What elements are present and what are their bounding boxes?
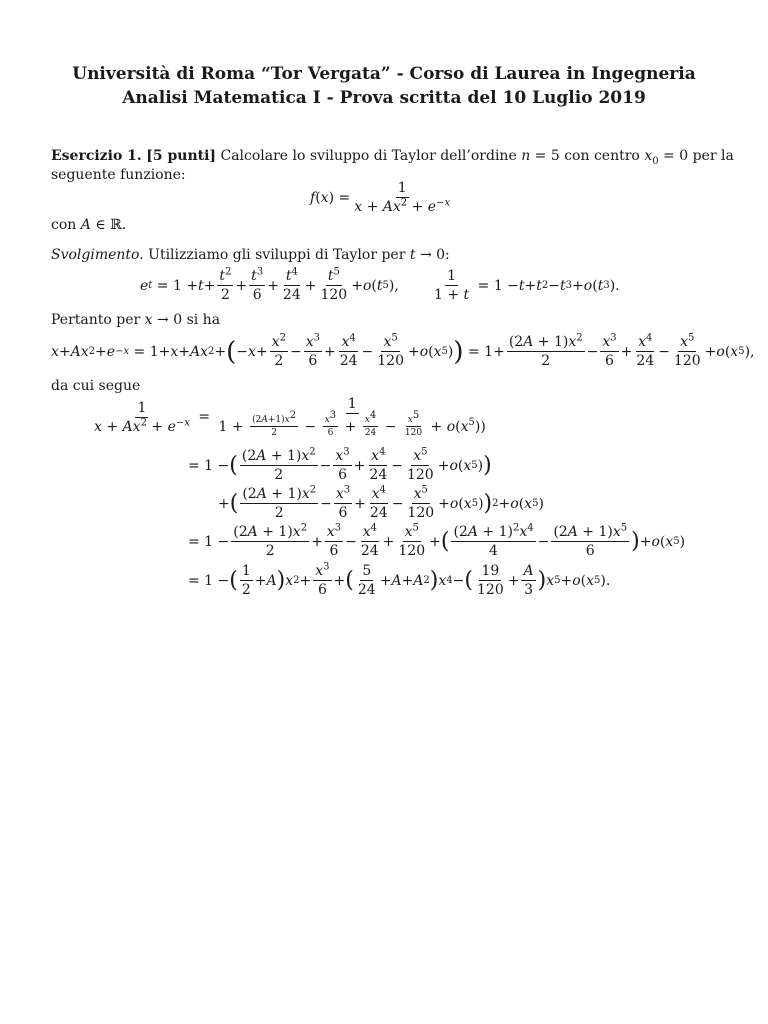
follows-line: da cui segue [51,378,141,394]
reciprocal-line-3: + ( $\frac{(2A + 1)x^2}{2}$ − $\frac{x^3}{6}$ + $\frac{x^4}{24}$ − $\frac{x^5}{120}$ + o ( x 5 ) ) 2 + o ( x 5 ) [218,484,544,522]
header-subtitle: Analisi Matematica I - Prova scritta del 10 Luglio 2019 [122,88,646,108]
exercise-statement: Esercizio 1. [5 punti] Calcolare lo sviluppo di Taylor dell’ordine n = 5 con centro $x_0 = 0$ per la [51,148,734,167]
exercise-text-a: Calcolare lo sviluppo di Taylor dell’ordine [220,148,517,164]
taylor-geometric-formula: $\frac{1}{1 + t}$ = 1 − t + t 2 − t 3 + o ( t 3 ). [434,268,620,304]
function-formula: f ( x ) = $\frac{1}{x + Ax^2 + e^{-x}}$ [310,180,451,216]
reciprocal-line-1: $\frac{1}{x + Ax^2 + e^{-x}}$ = 1 1 + $\frac{(2A+1)x^2}{2}$ − $\frac{x^3}{6}$ + $\frac{x^4}{24}$ − $\frac{x^5}{120}$ + $o(x^5)$) [94,396,486,439]
exercise-text-b: con centro [564,148,640,164]
exercise-points: [5 punti] [146,148,217,164]
therefore-line: Pertanto per x → 0 si ha [51,312,221,328]
reciprocal-line-2: = 1 − ( $\frac{(2A + 1)x^2}{2}$ − $\frac{x^3}{6}$ + $\frac{x^4}{24}$ − $\frac{x^5}{120}$ + o ( x 5 ) ) [188,446,492,484]
taylor-exp-formula: e t = 1 + t + $\frac{t^2}{2}$ + $\frac{t^3}{6}$ + $\frac{t^4}{24}$ + $\frac{t^5}{120}$ + o ( t 5 ), [140,266,399,304]
denominator-expansion: x + Ax 2 + e −x = 1+ x + Ax 2 + ( − x + $\frac{x^2}{2}$ − $\frac{x^3}{6}$ + $\frac{x^4}{24}$ − $\frac{x^5}{120}$ + o ( x 5 ) ) = 1+ $\frac{(2A + 1)x^2}{2}$ − $\frac{x^3}{6}$ + $\frac{x^4}{24}$ − $\frac{x^5}{120}$ + o ( x 5 ), [51,332,755,370]
exercise-text-d: seguente funzione: [51,167,186,183]
exercise-label: Esercizio 1. [51,148,142,164]
condition-line: con A ∈ ℝ. [51,217,127,233]
exercise-text-c: per la [692,148,734,164]
solution-intro: Svolgimento. Utilizziamo gli sviluppi di Taylor per t → 0: [51,247,450,263]
solution-label: Svolgimento. [51,247,144,263]
reciprocal-line-4: = 1 − $\frac{(2A + 1)x^2}{2}$ + $\frac{x^3}{6}$ − $\frac{x^4}{24}$ + $\frac{x^5}{120}$ + ( $\frac{(2A + 1)^2x^4}{4}$ − $\frac{(2A + 1)x^5}{6}$ ) + o ( x 5 ) [188,522,686,560]
header-title: Università di Roma “Tor Vergata” - Corso di Laurea in Ingegneria [72,64,696,84]
reciprocal-line-5: = 1 − ( $\frac{1}{2}$ + A ) x 2 + $\frac{x^3}{6}$ + ( $\frac{5}{24}$ + A + A 2 ) x 4 − ( $\frac{19}{120}$ + $\frac{A}{3}$ ) x 5 + o ( x 5 ). [188,561,611,599]
